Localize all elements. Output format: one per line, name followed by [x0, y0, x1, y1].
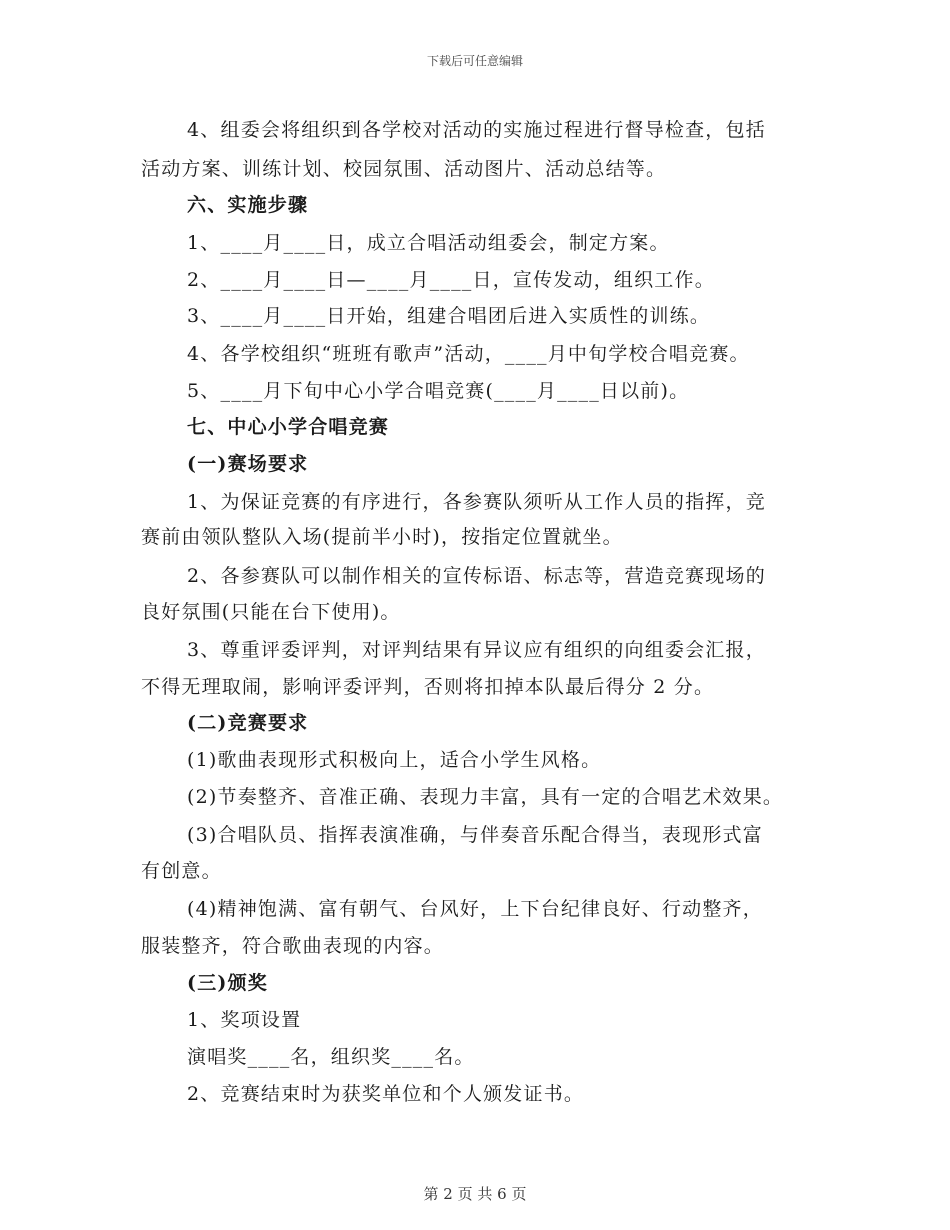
requirement-item: (1)歌曲表现形式积极向上，适合小学生风格。: [187, 749, 602, 771]
paragraph-line: 1、奖项设置: [187, 1009, 302, 1031]
paragraph-line: 演唱奖____名，组织奖____名。: [187, 1046, 475, 1068]
paragraph-line: 赛前由领队整队入场(提前半小时)，按指定位置就坐。: [141, 526, 623, 548]
requirement-item: 服装整齐，符合歌曲表现的内容。: [141, 935, 445, 957]
step-item: 1、____月____日，成立合唱活动组委会，制定方案。: [187, 232, 670, 254]
requirement-item: 有创意。: [141, 860, 222, 882]
subsection-heading: (二)竞赛要求: [187, 712, 309, 734]
requirement-item: (3)合唱队员、指挥表演准确，与伴奏音乐配合得当，表现形式富: [187, 824, 763, 846]
requirement-item: (4)精神饱满、富有朝气、台风好，上下台纪律良好、行动整齐，: [187, 898, 763, 920]
paragraph-line: 4、组委会将组织到各学校对活动的实施过程进行督导检查，包括: [187, 119, 766, 141]
requirement-item: (2)节奏整齐、音准正确、表现力丰富，具有一定的合唱艺术效果。: [187, 786, 784, 808]
page-number: 第 2 页 共 6 页: [423, 1185, 527, 1203]
paragraph-line: 1、为保证竞赛的有序进行，各参赛队须听从工作人员的指挥，竞: [187, 491, 766, 513]
section-heading: 六、实施步骤: [187, 194, 309, 216]
paragraph-line: 活动方案、训练计划、校园氛围、活动图片、活动总结等。: [141, 158, 667, 180]
paragraph-line: 不得无理取闹，影响评委评判，否则将扣掉本队最后得分 2 分。: [141, 676, 715, 698]
paragraph-line: 2、各参赛队可以制作相关的宣传标语、标志等，营造竞赛现场的: [187, 565, 766, 587]
step-item: 2、____月____日—____月____日，宣传发动，组织工作。: [187, 269, 715, 291]
subsection-heading: (三)颁奖: [187, 972, 268, 994]
section-heading: 七、中心小学合唱竞赛: [187, 416, 390, 438]
paragraph-line: 良好氛围(只能在台下使用)。: [141, 601, 401, 623]
page-header-note: 下载后可任意编辑: [426, 54, 523, 68]
subsection-heading: (一)赛场要求: [187, 453, 309, 475]
step-item: 4、各学校组织“班班有歌声”活动，____月中旬学校合唱竞赛。: [187, 343, 750, 365]
paragraph-line: 2、竞赛结束时为获奖单位和个人颁发证书。: [187, 1083, 585, 1105]
paragraph-line: 3、尊重评委评判，对评判结果有异议应有组织的向组委会汇报，: [187, 639, 766, 661]
step-item: 5、____月下旬中心小学合唱竞赛(____月____日以前)。: [187, 380, 690, 402]
step-item: 3、____月____日开始，组建合唱团后进入实质性的训练。: [187, 305, 711, 327]
